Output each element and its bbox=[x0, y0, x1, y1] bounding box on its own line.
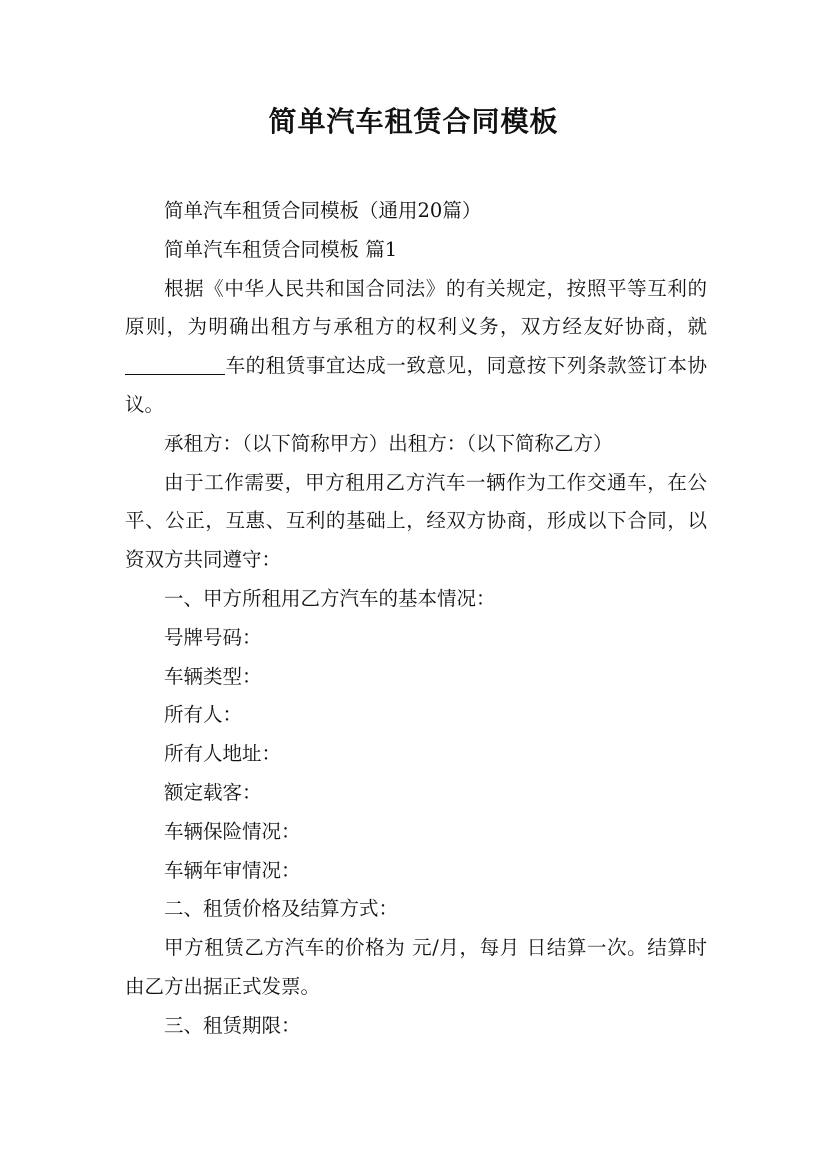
field-rated-capacity: 额定载客： bbox=[164, 780, 262, 804]
intro-paragraph bbox=[125, 270, 707, 425]
field-plate-number: 号牌号码： bbox=[164, 625, 262, 649]
clause2-text: 甲方租赁乙方汽车的价格为 元/月，每月 日结算一次。结算时由乙方出据正式发票。 bbox=[125, 936, 707, 998]
field-owner: 所有人： bbox=[164, 703, 243, 727]
field-owner-address: 所有人地址： bbox=[164, 742, 282, 766]
section-heading: 简单汽车租赁合同模板 篇1 bbox=[164, 237, 398, 261]
subtitle: 简单汽车租赁合同模板（通用20篇） bbox=[164, 199, 482, 222]
parties-line: 承租方：（以下简称甲方）出租方：（以下简称乙方） bbox=[164, 431, 613, 455]
field-vehicle-type: 车辆类型： bbox=[164, 664, 262, 688]
fill-in-blank bbox=[125, 355, 225, 376]
intro-after-blank: 车的租赁事宜达成一致意见，同意按下列条款签订本协议。 bbox=[125, 354, 707, 416]
field-insurance: 车辆保险情况： bbox=[164, 819, 301, 843]
intro-before-blank: 根据《中华人民共和国合同法》的有关规定，按照平等互利的原则，为明确出租方与承租方的权利义务，双方经友好协商，就 bbox=[125, 276, 707, 339]
document-title: 简单汽车租赁合同模板 bbox=[268, 105, 559, 138]
purpose-paragraph: 由于工作需要，甲方租用乙方汽车一辆作为工作交通车，在公平、公正，互惠、互利的基础上，经双方协商，形成以下合同，以资双方共同遵守： bbox=[125, 470, 707, 572]
field-annual-inspection: 车辆年审情况： bbox=[164, 858, 301, 882]
document-body bbox=[125, 192, 707, 1046]
clause3-heading: 三、租赁期限： bbox=[164, 1013, 301, 1037]
clause2-heading: 二、租赁价格及结算方式： bbox=[164, 897, 399, 921]
clause1-heading: 一、甲方所租用乙方汽车的基本情况： bbox=[164, 586, 496, 610]
